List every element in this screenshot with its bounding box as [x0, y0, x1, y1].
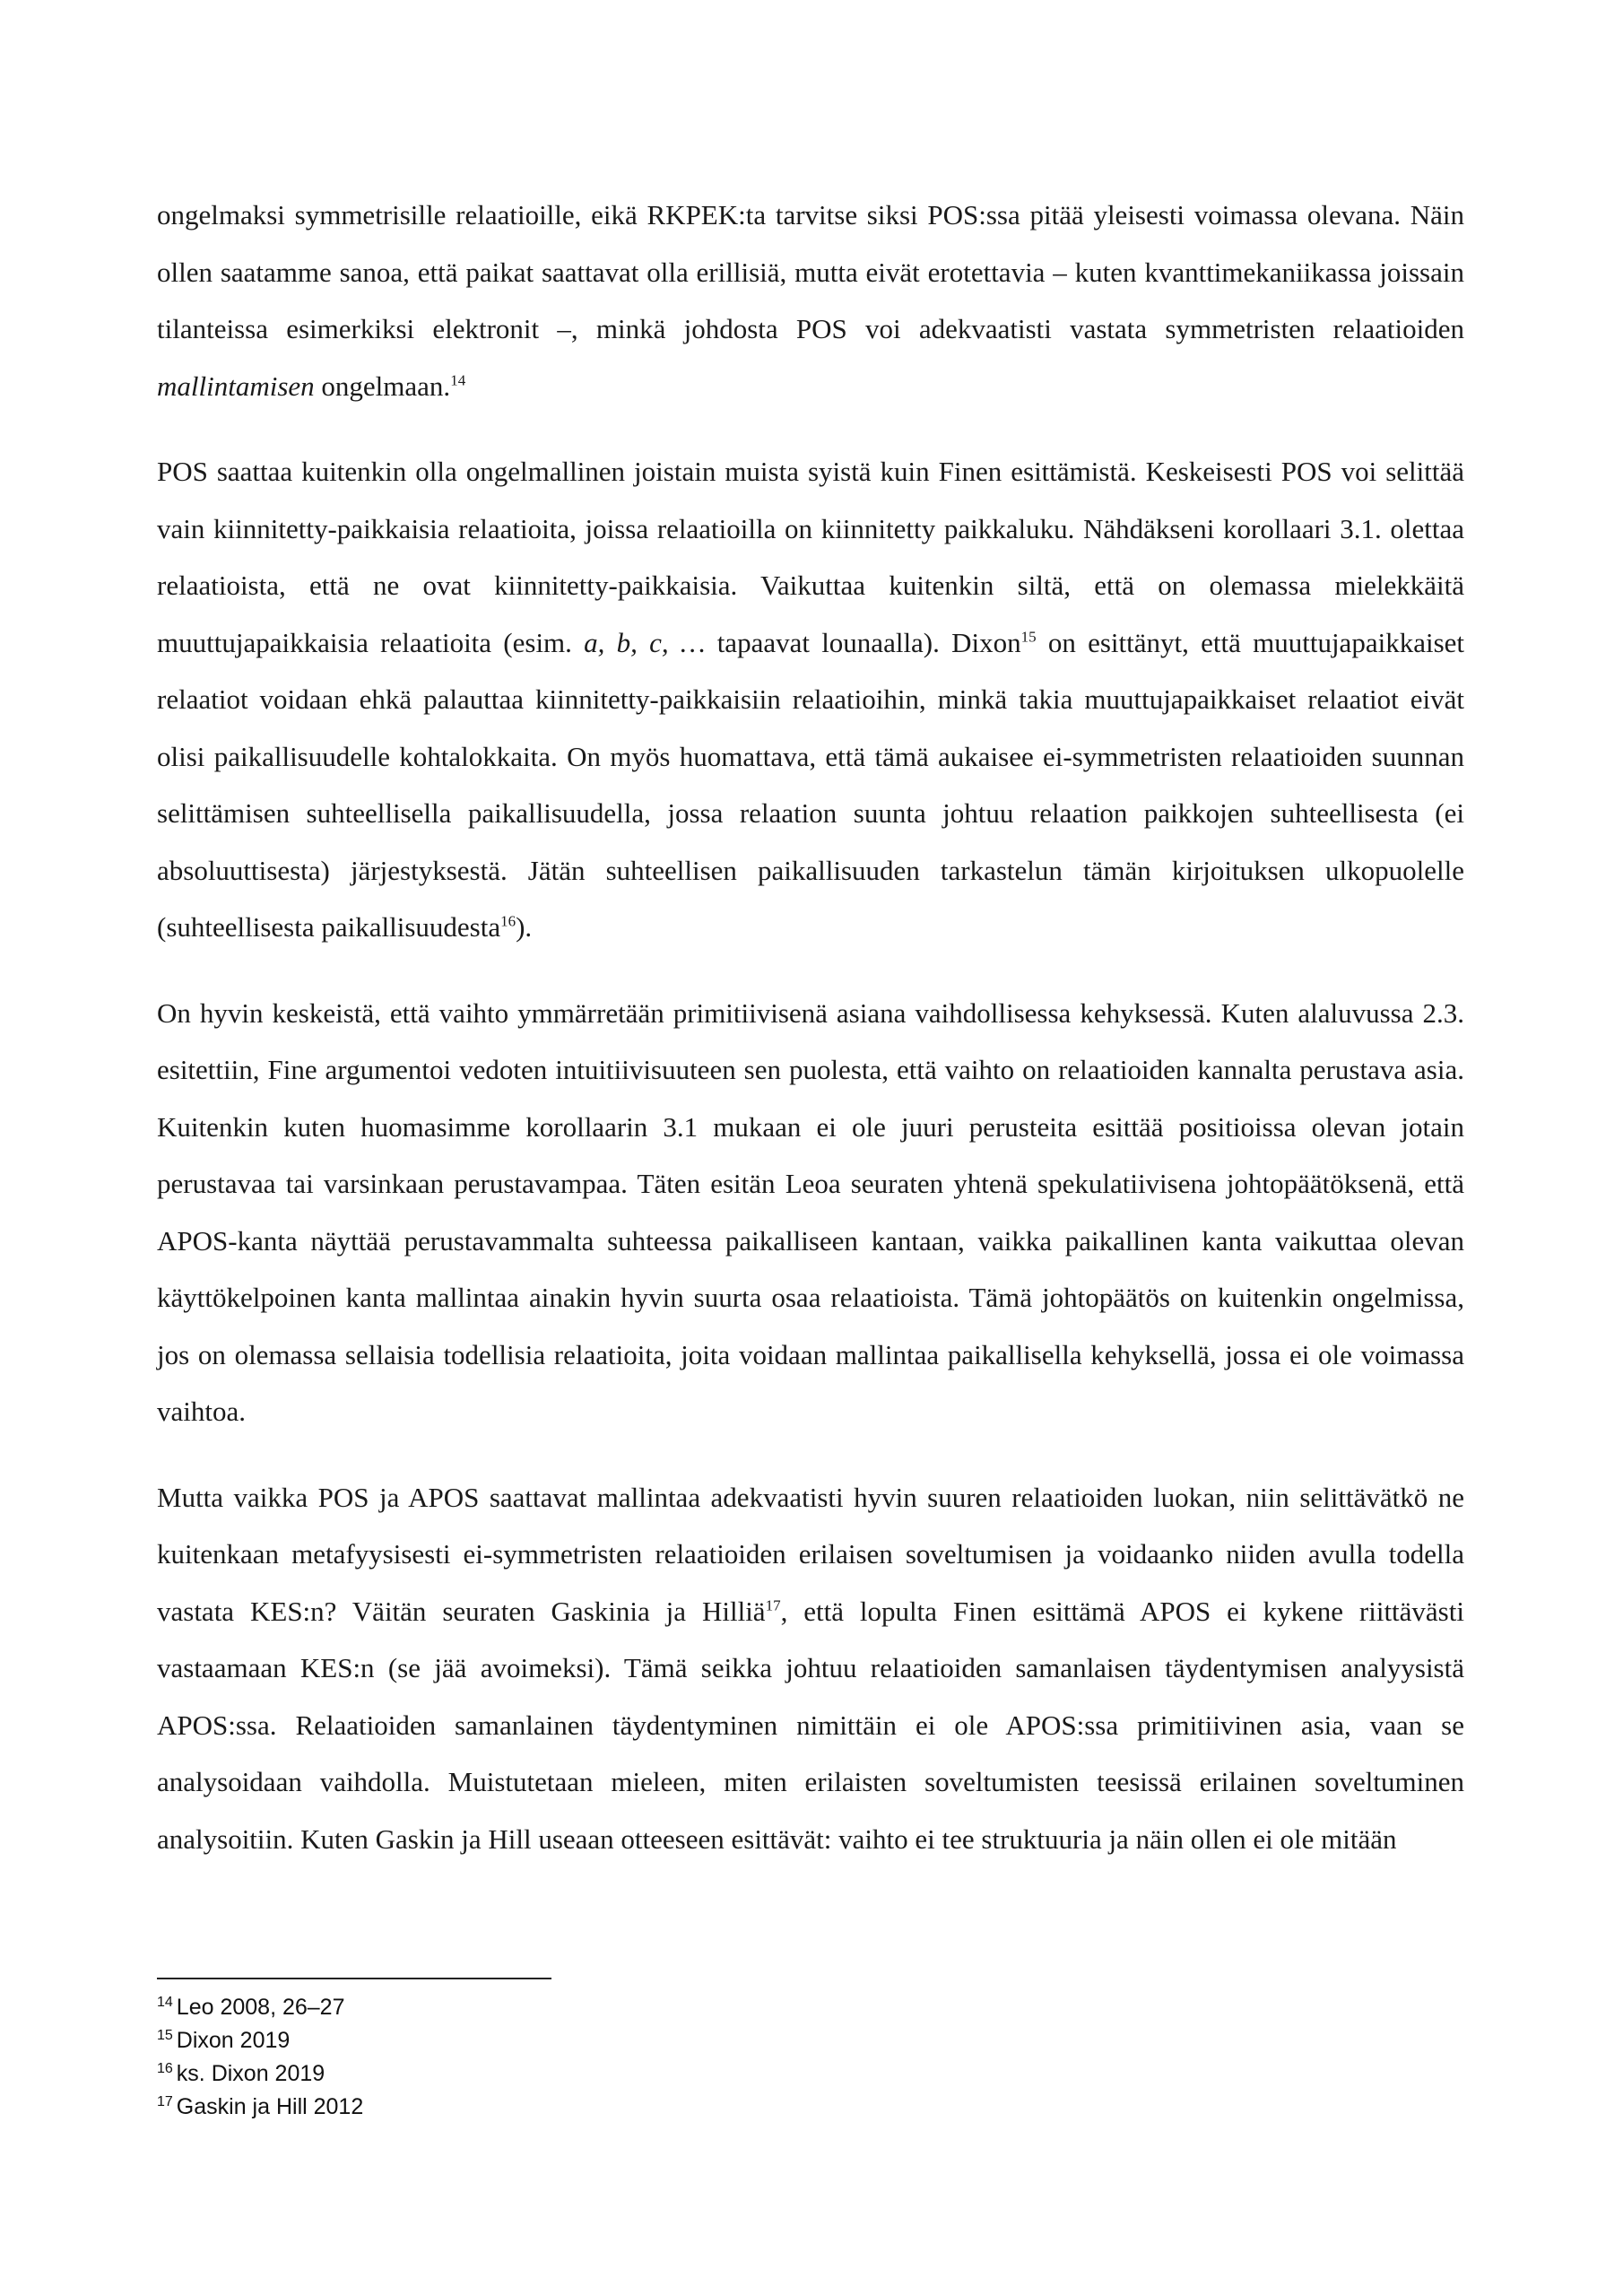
footnote-17 — [157, 2091, 964, 2124]
footnote-separator — [157, 1978, 551, 1979]
footnote-number: 16 — [157, 2060, 173, 2076]
footnote-ref-17[interactable]: 17 — [765, 1596, 781, 1614]
footnotes — [157, 1991, 964, 2124]
footnote-number: 17 — [157, 2093, 173, 2109]
footnote-text: ks. Dixon 2019 — [176, 2061, 325, 2086]
paragraph-2-text-d: ). — [516, 911, 533, 943]
footnote-15 — [157, 2024, 964, 2057]
footnote-number: 14 — [157, 1994, 173, 2010]
paragraph-4-text-a: Mutta vaikka POS ja APOS saattavat mallintaa adekvaatisti hyvin suuren relaatioiden luokan, niin selittävätkö ne kuitenkaan metafyysisesti ei-symmetristen relaatioiden erilaisen soveltumisen ja voidaanko niiden avulla todella vastata KES:n? Väitän seuraten Gaskinia ja Hilliä — [157, 1481, 1464, 1627]
footnote-ref-16[interactable]: 16 — [500, 912, 516, 930]
body-text — [157, 187, 1464, 1896]
paragraph-4 — [157, 1469, 1464, 1868]
paragraph-2-text-c: on esittänyt, että muuttujapaikkaiset relaatiot voidaan ehkä palauttaa kiinnitetty-paikkaisiin relaatioihin, minkä takia muuttujapaikkaiset relaatiot eivät olisi paikallisuudelle kohtalokkaita. On myös huomattava, että tämä aukaisee ei-symmetristen relaatioiden suunnan selittämisen suhteellisella paikallisuudella, jossa relaation suunta johtuu relaation paikkojen suhteellisesta (ei absoluuttisesta) järjestyksestä. Jätän suhteellisen paikallisuuden tarkastelun tämän kirjoituksen ulkopuolelle (suhteellisesta paikallisuudesta — [157, 626, 1465, 943]
footnote-ref-15[interactable]: 15 — [1020, 628, 1037, 646]
footnote-text: Gaskin ja Hill 2012 — [176, 2094, 364, 2119]
paragraph-3: On hyvin keskeistä, että vaihto ymmärretään primitiivisenä asiana vaihdollisessa kehyksessä. Kuten alaluvussa 2.3. esitettiin, Fine argumentoi vedoten intuitiivisuuteen sen puolesta, että vaihto on relaatioiden kannalta perustava asia. Kuitenkin kuten huomasimme korollaarin 3.1 mukaan ei ole juuri perusteita esittää positioissa olevan jotain perustavaa tai varsinkaan perustavampaa. Täten esitän Leoa seuraten yhtenä spekulatiivisena johtopäätöksenä, että APOS-kanta näyttää perustavammalta suhteessa paikalliseen kantaan, vaikka paikallinen kanta vaikuttaa olevan käyttökelpoinen kanta mallintaa ainakin hyvin suurta osaa relaatioista. Tämä johtopäätös on kuitenkin ongelmissa, jos on olemassa sellaisia todellisia relaatioita, joita voidaan mallintaa paikallisella kehyksellä, jossa ei ole voimassa vaihtoa. — [157, 996, 1464, 1427]
paragraph-4-text-b: , että lopulta Finen esittämä APOS ei kykene riittävästi vastaamaan KES:n (se jää avoimeksi). Tämä seikka johtuu relaatioiden samanlaisen täydentymisen analyysistä APOS:ssa. Relaatioiden samanlainen täydentyminen nimittäin ei ole APOS:ssa primitiivinen asia, vaan se analysoidaan vaihdolla. Muistutetaan mieleen, miten erilaisten soveltumisten teesissä erilainen soveltuminen analysoitiin. Kuten Gaskin ja Hill useaan otteeseen esittävät: vaihto ei tee struktuuria ja näin ollen ei ole mitään — [157, 1595, 1464, 1855]
footnote-number: 15 — [157, 2027, 173, 2043]
paragraph-1 — [157, 187, 1464, 414]
footnote-16 — [157, 2057, 964, 2091]
footnote-ref-14[interactable]: 14 — [450, 371, 466, 389]
emphasis-mallintamisen: mallintamisen — [157, 370, 315, 402]
paragraph-2 — [157, 443, 1464, 956]
paragraph-1-text-a: ongelmaksi symmetrisille relaatioille, eikä RKPEK:ta tarvitse siksi POS:ssa pitää yleisesti voimassa olevana. Näin ollen saatamme sanoa, että paikat saattavat olla erillisiä, mutta eivät erotettavia – kuten kvanttimekaniikassa joissain tilanteissa esimerkiksi elektronit –, minkä johdosta POS voi adekvaatisti vastata symmetristen relaatioiden — [157, 199, 1464, 344]
emphasis-abc: a, b, c, … — [584, 626, 706, 658]
footnote-text: Dixon 2019 — [176, 2028, 291, 2053]
paragraph-1-text-b: ongelmaan. — [314, 370, 451, 402]
footnote-text: Leo 2008, 26–27 — [176, 1995, 345, 2020]
paragraph-2-text-b: tapaavat lounaalla). Dixon — [705, 626, 1021, 658]
paragraph-2-text-a: POS saattaa kuitenkin olla ongelmallinen joistain muista syistä kuin Finen esittämistä. Keskeisesti POS voi selittää vain kiinnitetty-paikkaisia relaatioita, joissa relaatioilla on kiinnitetty paikkaluku. Nähdäkseni korollaari 3.1. olettaa relaatioista, että ne ovat kiinnitetty-paikkaisia. Vaikuttaa kuitenkin siltä, että on olemassa mielekkäitä muuttujapaikkaisia relaatioita (esim. — [157, 456, 1464, 658]
footnote-14 — [157, 1991, 964, 2024]
